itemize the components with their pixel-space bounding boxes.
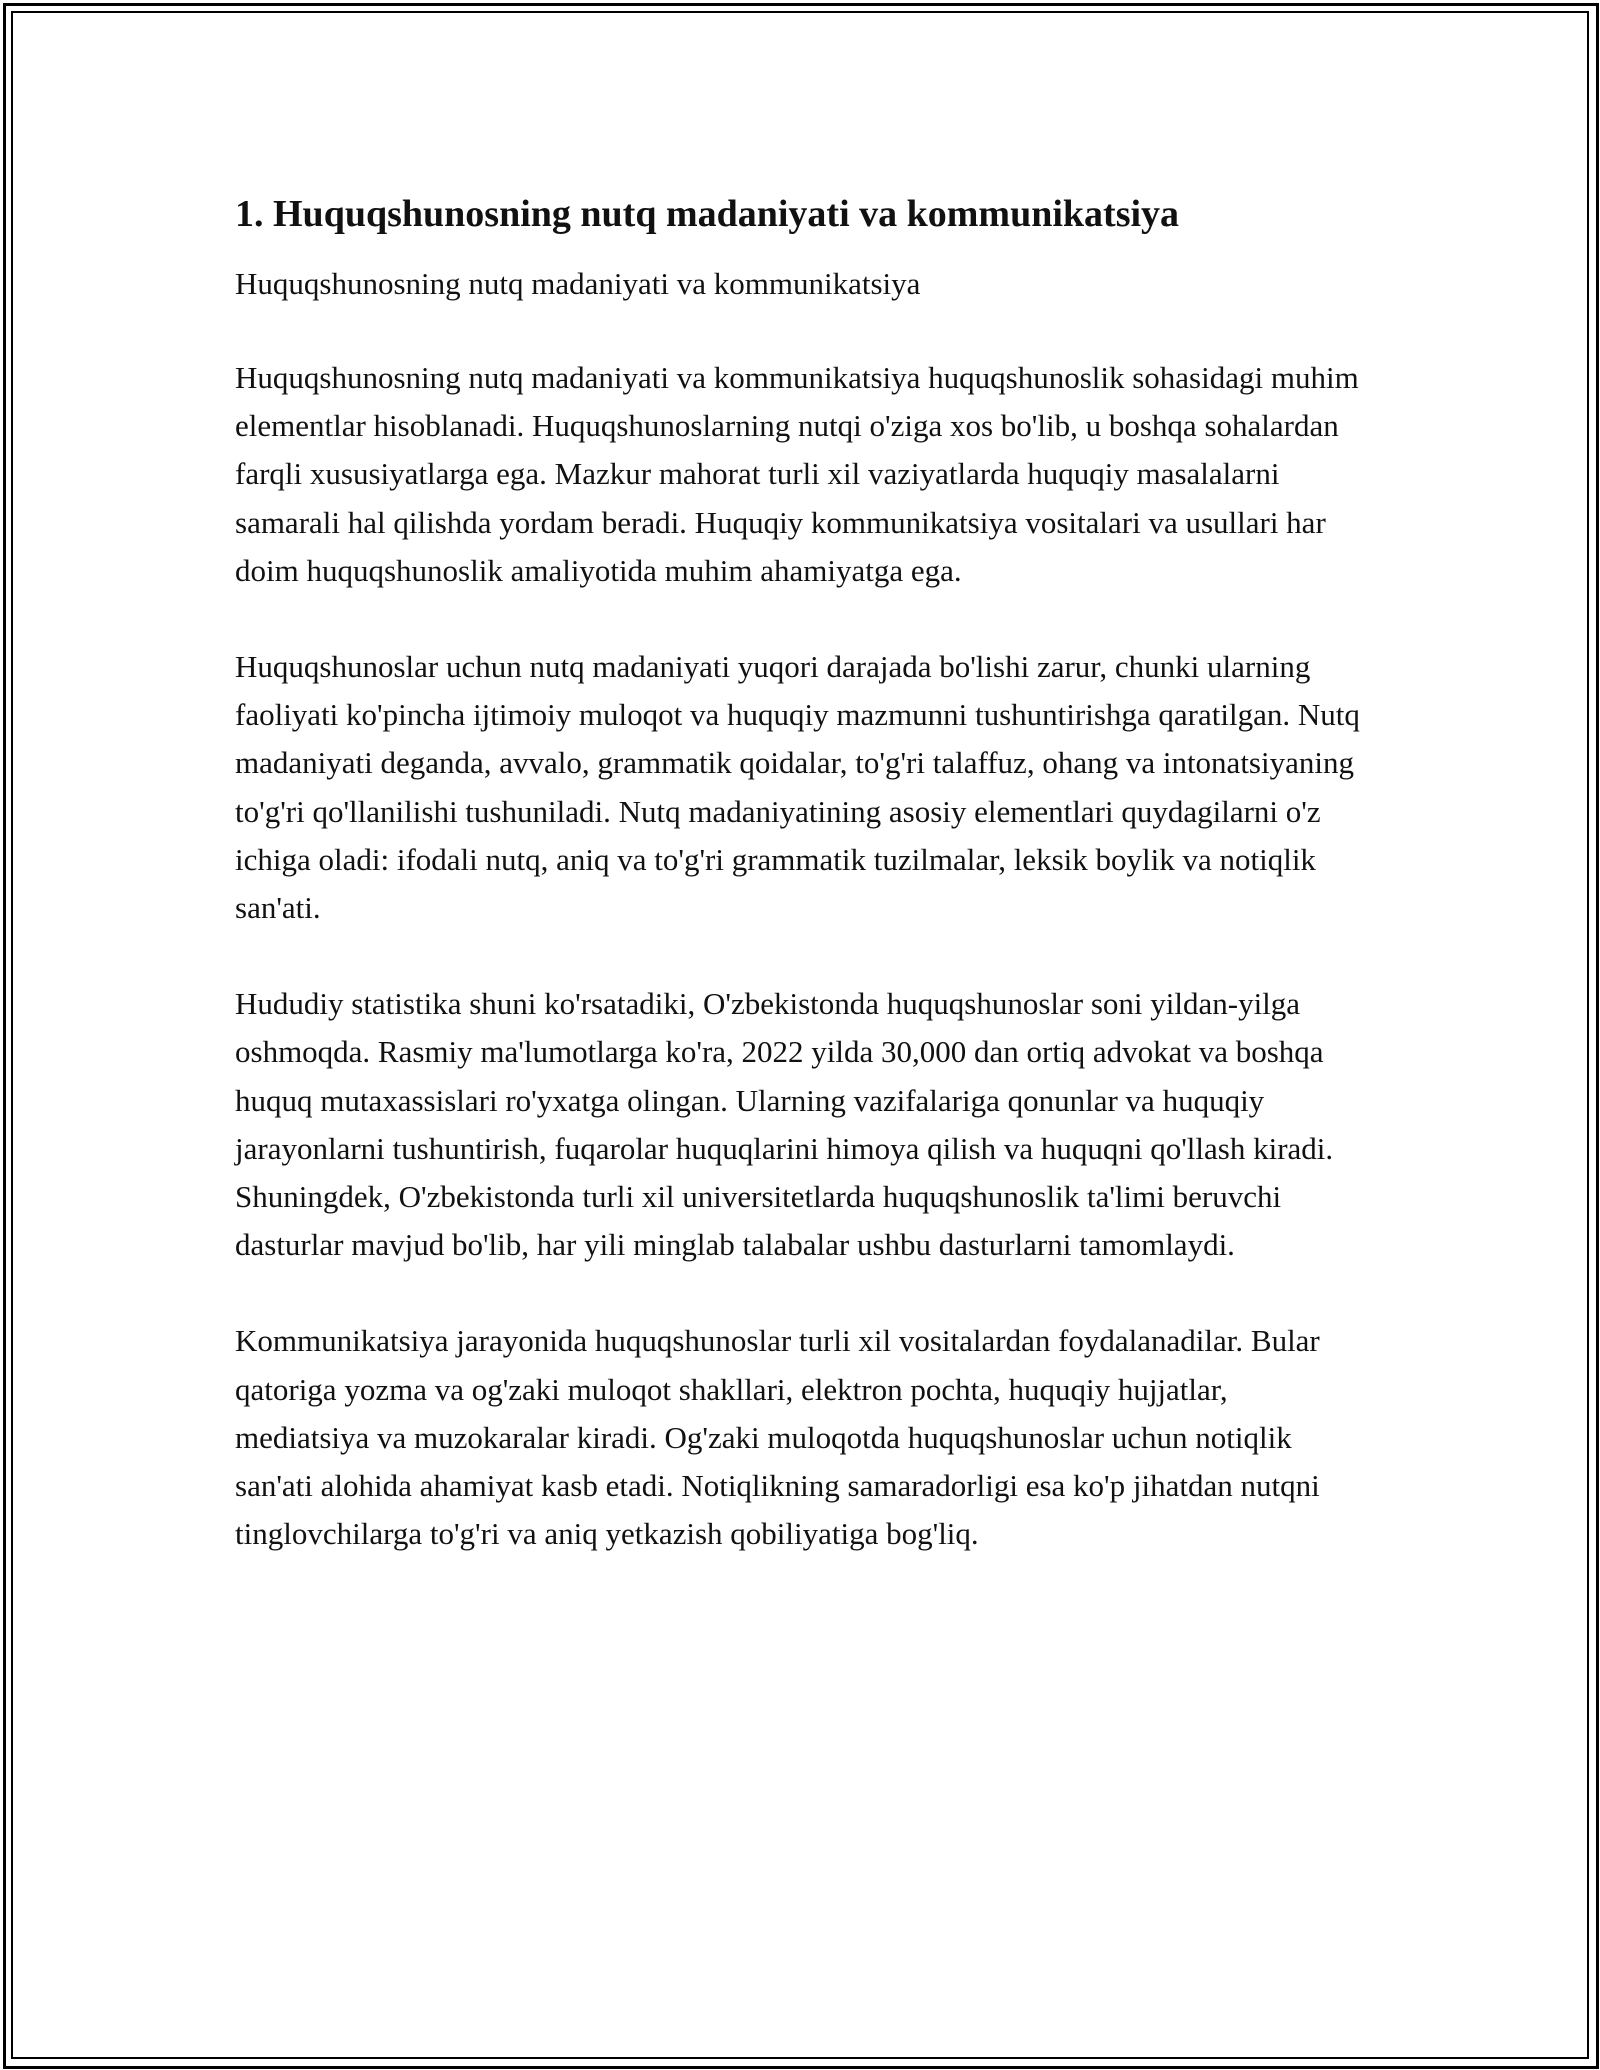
- paragraph-3: Hududiy statistika shuni ko'rsatadiki, O'zbekistonda huquqshunoslar soni yildan-yilga oshmoqda. Rasmiy ma'lumotlarga ko'ra, 2022 yilda 30,000 dan ortiq advokat va boshqa huquq mutaxassislari ro'yxatga olingan. Ularning vazifalariga qonunlar va huquqiy jarayonlarni tushuntirish, fuqarolar huquqlarini himoya qilish va huquqni qo'llash kiradi. Shuningdek, O'zbekistonda turli xil universitetlarda huquqshunoslik ta'limi beruvchi dasturlar mavjud bo'lib, har yili minglab talabalar ushbu dasturlarni tamomlaydi.: [235, 986, 1334, 1263]
- document-subtitle: Huquqshunosning nutq madaniyati va kommunikatsiya: [235, 266, 921, 301]
- paragraph-1: Huquqshunosning nutq madaniyati va kommunikatsiya huquqshunoslik sohasidagi muhim elementlar hisoblanadi. Huquqshunoslarning nutqi o'ziga xos bo'lib, u boshqa sohalardan farqli xususiyatlarga ega. Mazkur mahorat turli xil vaziyatlarda huquqiy masalalarni samarali hal qilishda yordam beradi. Huquqiy kommunikatsiya vositalari va usullari har doim huquqshunoslik amaliyotida muhim ahamiyatga ega.: [235, 360, 1359, 588]
- document-body: [235, 188, 1365, 1606]
- paragraph-2: Huquqshunoslar uchun nutq madaniyati yuqori darajada bo'lishi zarur, chunki ularning faoliyati ko'pincha ijtimoiy muloqot va huquqiy mazmunni tushuntirishga qaratilgan. Nutq madaniyati deganda, avvalo, grammatik qoidalar, to'g'ri talaffuz, ohang va intonatsiyaning to'g'ri qo'llanilishi tushuniladi. Nutq madaniyatining asosiy elementlari quydagilarni o'z ichiga oladi: ifodali nutq, aniq va to'g'ri grammatik tuzilmalar, leksik boylik va notiqlik san'ati.: [235, 649, 1360, 926]
- paragraph-4: Kommunikatsiya jarayonida huquqshunoslar turli xil vositalardan foydalanadilar. Bular qatoriga yozma va og'zaki muloqot shakllari, elektron pochta, huquqiy hujjatlar, mediatsiya va muzokaralar kiradi. Og'zaki muloqotda huquqshunoslar uchun notiqlik san'ati alohida ahamiyat kasb etadi. Notiqlikning samaradorligi esa ko'p jihatdan nutqni tinglovchilarga to'g'ri va aniq yetkazish qobiliyatiga bog'liq.: [235, 1323, 1320, 1552]
- document-title: 1. Huquqshunosning nutq madaniyati va kommunikatsiya: [235, 193, 1180, 235]
